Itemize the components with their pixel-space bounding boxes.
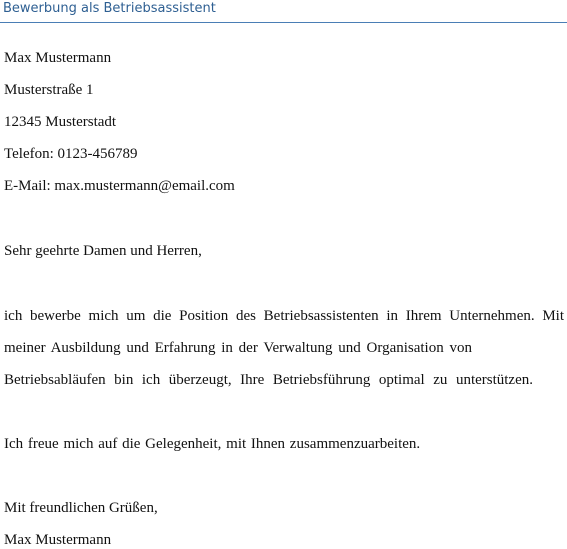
paragraph-2: Ich freue mich auf die Gelegenheit, mit Ihnen zusammenzuarbeiten. [4,436,421,452]
sender-street: Musterstraße 1 [4,82,94,98]
paragraph-1-line-2: meiner Ausbildung und Erfahrung in der Verwaltung und Organisation von [4,340,472,356]
salutation: Sehr geehrte Damen und Herren, [4,243,202,259]
document-header [0,0,567,23]
sender-name: Max Mustermann [4,50,112,66]
sender-email: E-Mail: max.mustermann@email.com [4,178,235,194]
sender-city: 12345 Musterstadt [4,114,117,130]
document-title: Bewerbung als Betriebsassistent [3,1,216,16]
signature-name: Max Mustermann [4,532,112,548]
paragraph-1-line-3: Betriebsabläufen bin ich überzeugt, Ihre Betriebsführung optimal zu unterstützen. [4,372,533,388]
sender-phone: Telefon: 0123-456789 [4,146,138,162]
closing: Mit freundlichen Grüßen, [4,500,158,516]
paragraph-1-line-1: ich bewerbe mich um die Position des Betriebsassistenten in Ihrem Unternehmen. Mit [4,308,564,324]
